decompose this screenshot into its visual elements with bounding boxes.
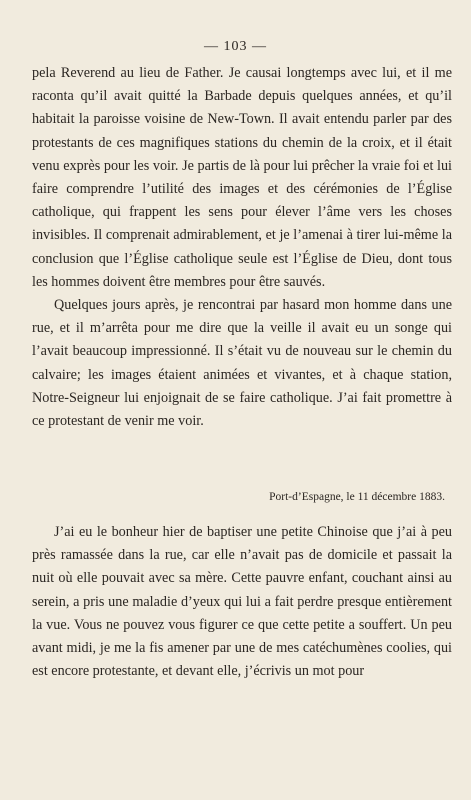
dateline: Port-d’Espagne, le 11 décembre 1883. (269, 491, 445, 503)
paragraph: J’ai eu le bonheur hier de baptiser une petite Chinoise que j’ai à peu près ramassée dans la rue, car elle n’avait pas de domicile et passait la nuit où elle pouvait avec sa mère. Cette pauvre enfant, couchant ainsi au serein, a pris une maladie d’yeux qui lui a fait perdre presque entièrement la vue. Vous ne pouvez vous figurer ce que cette petite a souffert. Un peu avant midi, je me la fis amener par une de mes catéchumènes coolies, qui est encore protestante, et devant elle, j’écrivis un mot pour (32, 524, 452, 680)
paragraph: Quelques jours après, je rencontrai par hasard mon homme dans une rue, et il m’arrêta pour me dire que la veille il avait eu un songe qui l’avait beaucoup impressionné. Il s’était vu de nouveau sur le chemin du calvaire; les images étaient animées et vivantes, et à chaque station, Notre-Seigneur lui enjoignait de se faire catholique. J’ai fait promettre à ce protestant de venir me voir. (32, 297, 452, 430)
text-block-top (32, 62, 452, 433)
paragraph: pela Reverend au lieu de Father. Je causai longtemps avec lui, et il me raconta qu’il avait quitté la Barbade depuis quelques années, et qu’il habitait la paroisse voisine de New-Town. Il avait entendu parler par des protestants de ces magnifiques stations du chemin de la croix, et il était venu exprès pour les voir. Je partis de là pour lui prêcher la vraie foi et lui faire comprendre l’utilité des images et des cérémonies de l’Église catholique, qui frappent les sens pour élever l’âme vers les choses invisibles. Il comprenait admirablement, et je l’amenai à tirer lui-même la conclusion que l’Église catholique seule est l’Église de Dieu, dont tous les hommes doivent être membres pour être sauvés. (32, 65, 452, 290)
page-number: — 103 — (204, 39, 267, 54)
text-block-bottom (32, 521, 452, 683)
